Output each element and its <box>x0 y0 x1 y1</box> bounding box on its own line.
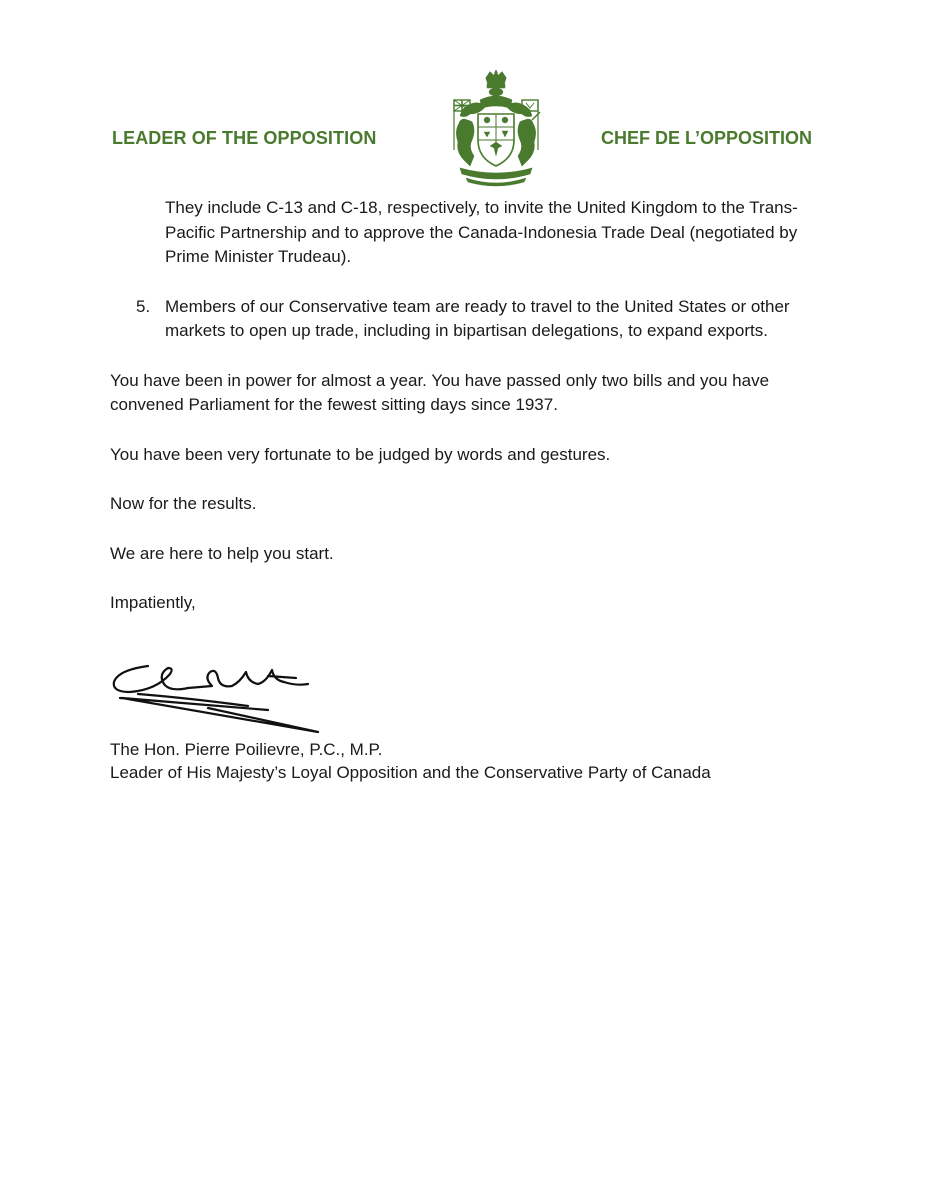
handwritten-signature-icon <box>108 648 328 736</box>
paragraph-power: You have been in power for almost a year. You have passed only two bills and you have convened Parliament for the fewest sitting days since 1937. <box>110 370 770 414</box>
list-item-text: Members of our Conservative team are ready to travel to the United States or other markets to open up trade, including in bipartisan delegations, to expand exports. <box>165 296 790 340</box>
continued-paragraph: They include C-13 and C-18, respectively, to invite the United Kingdom to the Trans-Pacific Partnership and to approve the Canada-Indonesia Trade Deal (negotiated by Prime Minister Trudeau). <box>165 198 798 266</box>
list-item <box>110 295 805 344</box>
letterhead-french-title: CHEF DE L’OPPOSITION <box>601 128 813 148</box>
canada-coat-of-arms-icon <box>440 70 552 188</box>
letterhead <box>0 0 928 190</box>
signature-block <box>110 738 711 784</box>
letter-body <box>110 196 830 616</box>
letterhead-english-title: LEADER OF THE OPPOSITION <box>112 128 377 148</box>
paragraph-help: We are here to help you start. <box>110 543 334 563</box>
signatory-name: The Hon. Pierre Poilievre, P.C., M.P. <box>110 740 383 759</box>
paragraph-results: Now for the results. <box>110 494 257 513</box>
signatory-title: Leader of His Majesty’s Loyal Opposition and the Conservative Party of Canada <box>110 763 711 782</box>
closing-line: Impatiently, <box>110 593 196 612</box>
paragraph-fortunate: You have been very fortunate to be judged by words and gestures. <box>110 444 611 464</box>
list-item-number: 5. <box>136 296 151 316</box>
